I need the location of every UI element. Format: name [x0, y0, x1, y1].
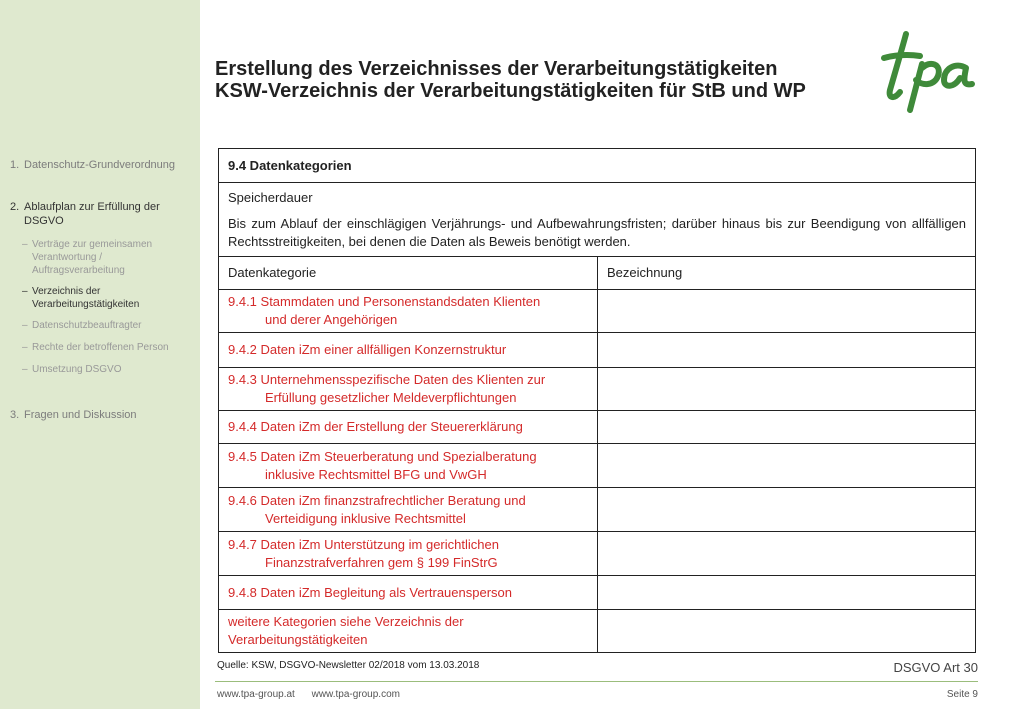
storage-text: Bis zum Ablauf der einschlägigen Verjährungs- und Aufbewahrungsfristen; darüber hinaus bis zur Beendigung von allfälligen Rechtsstreitigkeiten, bei denen die Daten als Beweis benötigt werden.: [228, 215, 967, 249]
page-number: Seite 9: [946, 689, 978, 700]
nav-subitem-dash: –: [22, 286, 28, 297]
nav-subitem-dash: –: [22, 342, 28, 353]
nav-subitem-datenschutzbeauftragter[interactable]: [22, 319, 192, 332]
page-title: [215, 58, 855, 102]
nav-subitem-label: Verträge zur gemeinsamen Verantwortung / Auftragsverarbeitung: [32, 239, 153, 276]
nav-subitem-umsetzung[interactable]: [22, 363, 192, 376]
table-row: [219, 488, 976, 532]
category-line: 9.4.2 Daten iZm einer allfälligen Konzernstruktur: [228, 342, 507, 357]
category-line-indent: Erfüllung gesetzlicher Meldeverpflichtungen: [265, 390, 517, 405]
category-cell: [219, 444, 598, 488]
datenkategorien-table: [218, 148, 976, 653]
category-line: 9.4.4 Daten iZm der Erstellung der Steuererklärung: [228, 419, 523, 434]
description-cell[interactable]: [598, 333, 976, 368]
table-row: [219, 444, 976, 488]
tpa-logo: [878, 28, 982, 114]
nav-subitem-dash: –: [22, 364, 28, 375]
category-line: 9.4.8 Daten iZm Begleitung als Vertrauensperson: [228, 584, 513, 600]
category-cell: [219, 488, 598, 532]
column-header-datenkategorie: Datenkategorie: [219, 257, 598, 290]
page-title-line2: KSW-Verzeichnis der Verarbeitungstätigkeiten für StB und WP: [215, 80, 806, 102]
category-line: 9.4.7 Daten iZm Unterstützung im gerichtlichen: [228, 536, 499, 552]
description-cell[interactable]: [598, 368, 976, 411]
nav-item-label: Fragen und Diskussion: [24, 409, 137, 421]
nav-subitem-label: Umsetzung DSGVO: [32, 364, 122, 375]
nav-item-number: 3.: [10, 409, 20, 421]
source-note: Quelle: KSW, DSGVO-Newsletter 02/2018 vom 13.03.2018: [217, 660, 480, 671]
footer-links: [217, 689, 414, 700]
description-cell[interactable]: [598, 576, 976, 610]
footer-link-at[interactable]: www.tpa-group.at: [217, 689, 295, 700]
table-row: [219, 610, 976, 653]
nav-item-datenschutz[interactable]: [10, 158, 192, 172]
table-row: [219, 290, 976, 333]
category-cell: [219, 532, 598, 576]
nav-subitem-label: Datenschutzbeauftragter: [32, 320, 142, 331]
description-cell[interactable]: [598, 411, 976, 444]
category-line: 9.4.1 Stammdaten und Personenstandsdaten Klienten: [228, 294, 541, 309]
tpa-logo-mark: [878, 28, 982, 114]
description-cell[interactable]: [598, 290, 976, 333]
description-cell[interactable]: [598, 532, 976, 576]
nav-subitem-label: Rechte der betroffenen Person: [32, 342, 169, 353]
sidebar: [0, 0, 200, 709]
legal-reference: DSGVO Art 30: [893, 660, 978, 675]
category-line-indent: Verteidigung inklusive Rechtsmittel: [265, 510, 466, 526]
category-line: weitere Kategorien siehe Verzeichnis der: [228, 614, 464, 629]
column-header-bezeichnung: Bezeichnung: [598, 257, 976, 290]
category-cell: [219, 333, 598, 368]
table-row: [219, 532, 976, 576]
description-cell[interactable]: [598, 488, 976, 532]
nav-subitem-verzeichnis[interactable]: [22, 285, 192, 311]
category-line-indent: und derer Angehörigen: [265, 312, 398, 327]
storage-cell: [219, 183, 976, 257]
category-line: 9.4.5 Daten iZm Steuerberatung und Spezialberatung: [228, 448, 537, 464]
category-line-indent: Finanzstrafverfahren gem § 199 FinStrG: [265, 554, 498, 570]
category-line-indent: inklusive Rechtsmittel BFG und VwGH: [265, 466, 487, 482]
page-title-line1: Erstellung des Verzeichnisses der Verarbeitungstätigkeiten: [215, 58, 778, 80]
table-heading: 9.4 Datenkategorien: [219, 149, 976, 183]
footer-divider: [215, 681, 978, 682]
table-row: [219, 368, 976, 411]
description-cell[interactable]: [598, 444, 976, 488]
table-row: [219, 333, 976, 368]
table-row: [219, 576, 976, 610]
nav-item-ablaufplan[interactable]: [10, 200, 192, 228]
nav-item-fragen[interactable]: [10, 408, 192, 422]
category-cell: [219, 411, 598, 444]
description-cell[interactable]: [598, 610, 976, 653]
footer-link-com[interactable]: www.tpa-group.com: [311, 689, 400, 700]
nav-item-number: 2.: [10, 201, 20, 213]
category-line: 9.4.3 Unternehmensspezifische Daten des Klienten zur: [228, 372, 546, 387]
storage-label: Speicherdauer: [228, 189, 313, 205]
nav-subitem-rechte[interactable]: [22, 341, 192, 354]
nav-item-number: 1.: [10, 159, 20, 171]
nav-subitem-dash: –: [22, 320, 28, 331]
category-cell: [219, 368, 598, 411]
category-cell: [219, 576, 598, 610]
nav-subitem-dash: –: [22, 239, 28, 250]
category-cell: [219, 290, 598, 333]
nav-subitem-label: Verzeichnis der Verarbeitungstätigkeiten: [32, 286, 140, 310]
nav-item-label: Ablaufplan zur Erfüllung der DSGVO: [24, 201, 160, 227]
nav-subitem-vertraege[interactable]: [22, 238, 192, 277]
category-line: 9.4.6 Daten iZm finanzstrafrechtlicher Beratung und: [228, 492, 526, 508]
nav-item-label: Datenschutz-Grundverordnung: [24, 159, 176, 171]
category-cell: [219, 610, 598, 653]
table-row: [219, 411, 976, 444]
category-line: Verarbeitungstätigkeiten: [228, 632, 368, 647]
